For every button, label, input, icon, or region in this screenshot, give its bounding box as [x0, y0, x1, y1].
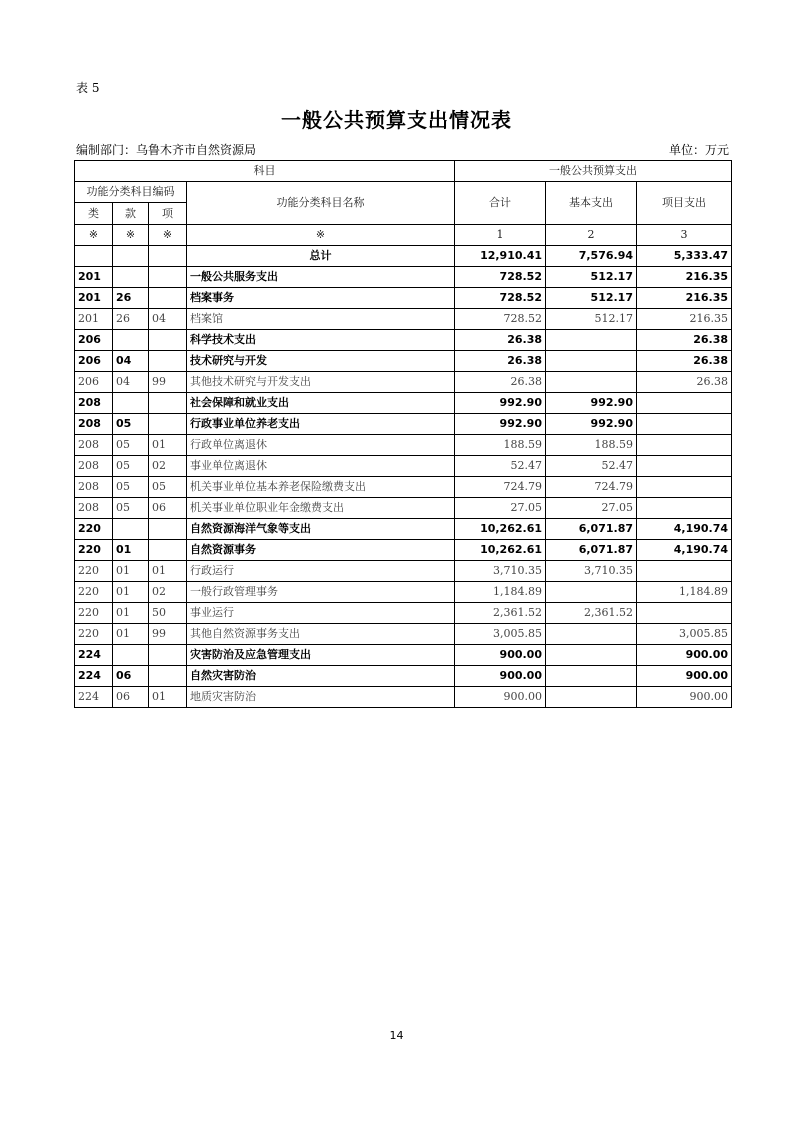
- cell-xiang: 99: [149, 372, 187, 393]
- table-row: [75, 540, 732, 561]
- cell-lei: 201: [75, 309, 113, 330]
- cell-lei: 220: [75, 603, 113, 624]
- project-mark: 3: [637, 225, 732, 246]
- cell-project: 4,190.74: [637, 540, 732, 561]
- cell-kuan: 01: [113, 624, 149, 645]
- table-row: [75, 414, 732, 435]
- cell-basic: 992.90: [546, 393, 637, 414]
- cell-lei: [75, 246, 113, 267]
- table-row: [75, 603, 732, 624]
- cell-project: 900.00: [637, 666, 732, 687]
- cell-project: 1,184.89: [637, 582, 732, 603]
- cell-total: 724.79: [455, 477, 546, 498]
- cell-lei: 208: [75, 456, 113, 477]
- cell-xiang: 50: [149, 603, 187, 624]
- cell-basic: 992.90: [546, 414, 637, 435]
- cell-total: 900.00: [455, 687, 546, 708]
- cell-project: 216.35: [637, 288, 732, 309]
- department-label: 编制部门：乌鲁木齐市自然资源局: [76, 143, 257, 157]
- cell-basic: 6,071.87: [546, 519, 637, 540]
- cell-name: 其他技术研究与开发支出: [187, 372, 455, 393]
- cell-kuan: [113, 645, 149, 666]
- cell-project: [637, 393, 732, 414]
- table-row: [75, 246, 732, 267]
- table-row: [75, 456, 732, 477]
- cell-name: 科学技术支出: [187, 330, 455, 351]
- cell-lei: 206: [75, 372, 113, 393]
- cell-lei: 208: [75, 414, 113, 435]
- cell-basic: [546, 351, 637, 372]
- cell-xiang: [149, 246, 187, 267]
- cell-total: 728.52: [455, 309, 546, 330]
- cell-lei: 206: [75, 351, 113, 372]
- cell-xiang: 01: [149, 561, 187, 582]
- cell-xiang: [149, 519, 187, 540]
- cell-total: 10,262.61: [455, 540, 546, 561]
- cell-total: 26.38: [455, 351, 546, 372]
- cell-name: 总计: [187, 246, 455, 267]
- cell-lei: 206: [75, 330, 113, 351]
- cell-basic: 512.17: [546, 309, 637, 330]
- cell-name: 地质灾害防治: [187, 687, 455, 708]
- cell-total: 2,361.52: [455, 603, 546, 624]
- cell-lei: 220: [75, 519, 113, 540]
- table-row: [75, 624, 732, 645]
- cell-kuan: [113, 267, 149, 288]
- table-row: [75, 393, 732, 414]
- cell-lei: 208: [75, 435, 113, 456]
- cell-basic: 512.17: [546, 267, 637, 288]
- xiang-header: 项: [149, 203, 187, 225]
- cell-kuan: [113, 519, 149, 540]
- lei-mark: ※: [75, 225, 113, 246]
- cell-lei: 220: [75, 624, 113, 645]
- cell-project: 26.38: [637, 372, 732, 393]
- table-number: 表 5: [76, 81, 100, 95]
- cell-name: 档案事务: [187, 288, 455, 309]
- cell-xiang: 99: [149, 624, 187, 645]
- cell-name: 自然资源事务: [187, 540, 455, 561]
- cell-xiang: 05: [149, 477, 187, 498]
- cell-project: 4,190.74: [637, 519, 732, 540]
- cell-basic: [546, 330, 637, 351]
- cell-name: 行政单位离退休: [187, 435, 455, 456]
- total-mark: 1: [455, 225, 546, 246]
- unit-label: 单位：万元: [668, 143, 729, 157]
- cell-lei: 201: [75, 267, 113, 288]
- cell-project: 5,333.47: [637, 246, 732, 267]
- cell-project: 216.35: [637, 309, 732, 330]
- cell-total: 992.90: [455, 414, 546, 435]
- cell-project: [637, 603, 732, 624]
- cell-kuan: 01: [113, 582, 149, 603]
- cell-xiang: [149, 330, 187, 351]
- table-row: [75, 435, 732, 456]
- cell-project: 3,005.85: [637, 624, 732, 645]
- cell-name: 自然灾害防治: [187, 666, 455, 687]
- project-header: 项目支出: [637, 182, 732, 225]
- cell-xiang: 02: [149, 456, 187, 477]
- cell-basic: 7,576.94: [546, 246, 637, 267]
- cell-basic: 188.59: [546, 435, 637, 456]
- cell-basic: [546, 372, 637, 393]
- table-row: [75, 498, 732, 519]
- table-row: [75, 267, 732, 288]
- cell-project: [637, 435, 732, 456]
- page-number: 14: [389, 1029, 404, 1042]
- table-row: [75, 372, 732, 393]
- kuan-header: 款: [113, 203, 149, 225]
- cell-lei: 220: [75, 540, 113, 561]
- table-row: [75, 666, 732, 687]
- cell-total: 900.00: [455, 666, 546, 687]
- kuan-mark: ※: [113, 225, 149, 246]
- cell-lei: 224: [75, 645, 113, 666]
- cell-xiang: 01: [149, 687, 187, 708]
- cell-basic: [546, 645, 637, 666]
- cell-name: 一般公共服务支出: [187, 267, 455, 288]
- cell-total: 900.00: [455, 645, 546, 666]
- cell-xiang: [149, 645, 187, 666]
- table-row: [75, 309, 732, 330]
- cell-project: 900.00: [637, 687, 732, 708]
- cell-xiang: [149, 288, 187, 309]
- cell-basic: 724.79: [546, 477, 637, 498]
- cell-total: 3,005.85: [455, 624, 546, 645]
- cell-kuan: [113, 330, 149, 351]
- cell-name: 机关事业单位基本养老保险缴费支出: [187, 477, 455, 498]
- cell-kuan: [113, 393, 149, 414]
- cell-xiang: 06: [149, 498, 187, 519]
- cell-project: 26.38: [637, 351, 732, 372]
- cell-name: 事业运行: [187, 603, 455, 624]
- table-row: [75, 561, 732, 582]
- cell-name: 社会保障和就业支出: [187, 393, 455, 414]
- cell-name: 档案馆: [187, 309, 455, 330]
- cell-basic: [546, 582, 637, 603]
- table-row: [75, 519, 732, 540]
- cell-name: 其他自然资源事务支出: [187, 624, 455, 645]
- cell-kuan: 01: [113, 561, 149, 582]
- cell-xiang: 01: [149, 435, 187, 456]
- cell-kuan: 05: [113, 498, 149, 519]
- cell-lei: 220: [75, 561, 113, 582]
- cell-kuan: 06: [113, 687, 149, 708]
- cell-total: 10,262.61: [455, 519, 546, 540]
- cell-kuan: 04: [113, 372, 149, 393]
- cell-kuan: 05: [113, 435, 149, 456]
- cell-name: 行政运行: [187, 561, 455, 582]
- budget-table: [74, 160, 732, 708]
- cell-xiang: [149, 540, 187, 561]
- cell-xiang: [149, 414, 187, 435]
- cell-basic: 3,710.35: [546, 561, 637, 582]
- cell-kuan: 05: [113, 477, 149, 498]
- cell-lei: 224: [75, 666, 113, 687]
- basic-header: 基本支出: [546, 182, 637, 225]
- cell-name: 机关事业单位职业年金缴费支出: [187, 498, 455, 519]
- table-row: [75, 351, 732, 372]
- cell-project: [637, 456, 732, 477]
- cell-project: 216.35: [637, 267, 732, 288]
- subject-header: 科目: [75, 161, 455, 182]
- cell-kuan: 04: [113, 351, 149, 372]
- cell-xiang: [149, 393, 187, 414]
- cell-total: 1,184.89: [455, 582, 546, 603]
- cell-total: 728.52: [455, 288, 546, 309]
- cell-name: 自然资源海洋气象等支出: [187, 519, 455, 540]
- cell-basic: 6,071.87: [546, 540, 637, 561]
- cell-lei: 201: [75, 288, 113, 309]
- cell-xiang: 02: [149, 582, 187, 603]
- cell-basic: [546, 687, 637, 708]
- cell-xiang: [149, 267, 187, 288]
- cell-total: 52.47: [455, 456, 546, 477]
- cell-total: 26.38: [455, 330, 546, 351]
- cell-total: 12,910.41: [455, 246, 546, 267]
- total-header: 合计: [455, 182, 546, 225]
- cell-lei: 208: [75, 477, 113, 498]
- cell-kuan: 26: [113, 309, 149, 330]
- cell-kuan: 06: [113, 666, 149, 687]
- xiang-mark: ※: [149, 225, 187, 246]
- cell-project: [637, 498, 732, 519]
- cell-total: 188.59: [455, 435, 546, 456]
- cell-lei: 208: [75, 498, 113, 519]
- cell-xiang: [149, 666, 187, 687]
- cell-kuan: 01: [113, 540, 149, 561]
- cell-lei: 208: [75, 393, 113, 414]
- cell-lei: 224: [75, 687, 113, 708]
- cell-lei: 220: [75, 582, 113, 603]
- cell-basic: 2,361.52: [546, 603, 637, 624]
- cell-basic: 512.17: [546, 288, 637, 309]
- table-row: [75, 582, 732, 603]
- cell-total: 3,710.35: [455, 561, 546, 582]
- cell-project: 900.00: [637, 645, 732, 666]
- cell-total: 728.52: [455, 267, 546, 288]
- cell-xiang: [149, 351, 187, 372]
- table-row: [75, 645, 732, 666]
- cell-name: 行政事业单位养老支出: [187, 414, 455, 435]
- code-header: 功能分类科目编码: [75, 182, 187, 203]
- cell-kuan: 01: [113, 603, 149, 624]
- name-mark: ※: [187, 225, 455, 246]
- cell-name: 一般行政管理事务: [187, 582, 455, 603]
- cell-total: 27.05: [455, 498, 546, 519]
- name-header: 功能分类科目名称: [187, 182, 455, 225]
- table-row: [75, 288, 732, 309]
- cell-project: [637, 414, 732, 435]
- cell-project: 26.38: [637, 330, 732, 351]
- cell-xiang: 04: [149, 309, 187, 330]
- cell-total: 26.38: [455, 372, 546, 393]
- cell-name: 灾害防治及应急管理支出: [187, 645, 455, 666]
- cell-kuan: [113, 246, 149, 267]
- budget-header: 一般公共预算支出: [455, 161, 732, 182]
- cell-project: [637, 477, 732, 498]
- cell-kuan: 05: [113, 456, 149, 477]
- cell-basic: 27.05: [546, 498, 637, 519]
- cell-kuan: 05: [113, 414, 149, 435]
- cell-basic: [546, 666, 637, 687]
- page-title: 一般公共预算支出情况表: [281, 108, 512, 132]
- table-row: [75, 330, 732, 351]
- cell-name: 技术研究与开发: [187, 351, 455, 372]
- cell-basic: 52.47: [546, 456, 637, 477]
- cell-kuan: 26: [113, 288, 149, 309]
- cell-total: 992.90: [455, 393, 546, 414]
- table-row: [75, 687, 732, 708]
- cell-name: 事业单位离退休: [187, 456, 455, 477]
- lei-header: 类: [75, 203, 113, 225]
- table-row: [75, 477, 732, 498]
- cell-basic: [546, 624, 637, 645]
- basic-mark: 2: [546, 225, 637, 246]
- cell-project: [637, 561, 732, 582]
